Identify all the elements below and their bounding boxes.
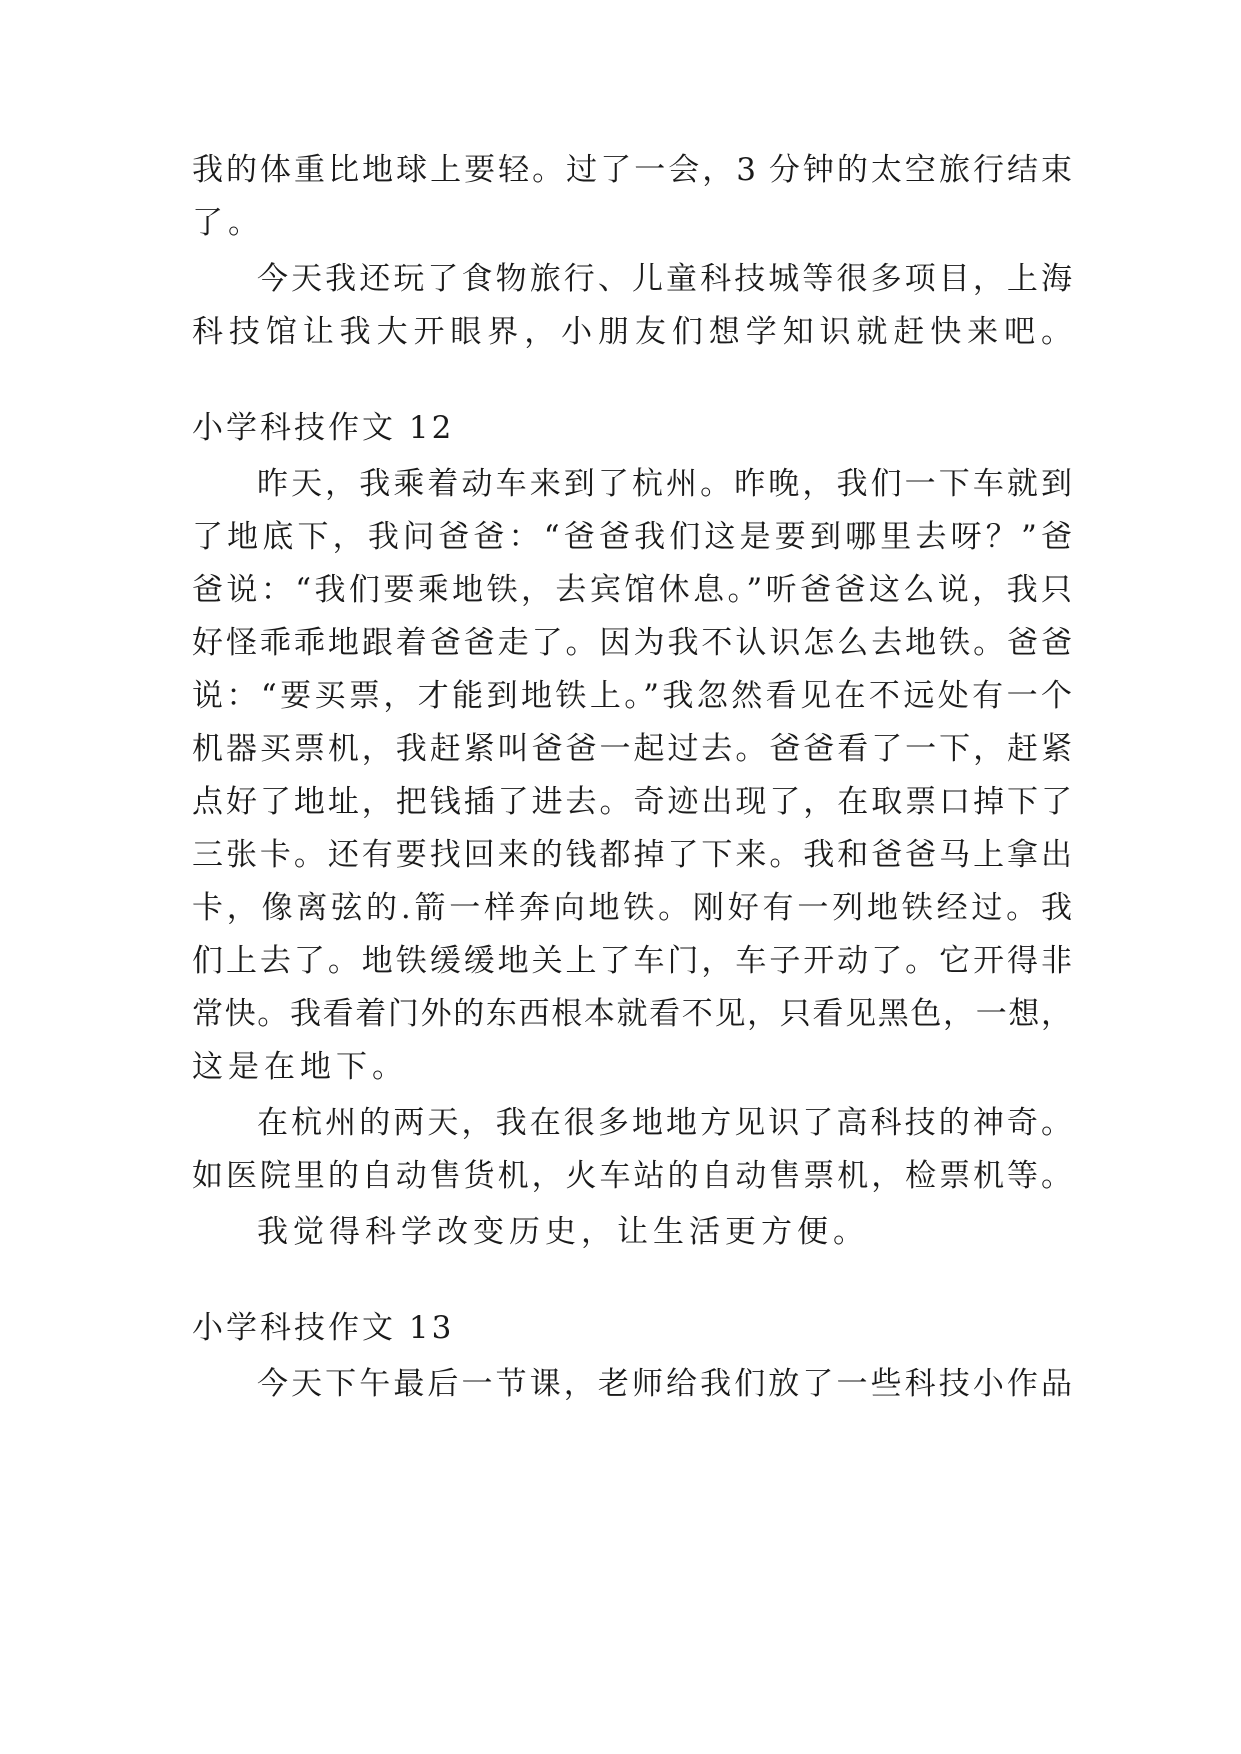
paragraph-line: 说：“要买票，才能到地铁上。”我忽然看见在不远处有一个 [192,678,1072,714]
paragraph-line: 了。 [192,205,264,241]
paragraph-line: 爸说：“我们要乘地铁，去宾馆休息。”听爸爸这么说，我只 [192,572,1072,608]
paragraph-line: 了地底下，我问爸爸：“爸爸我们这是要到哪里去呀？”爸 [192,519,1072,555]
paragraph-line: 科技馆让我大开眼界，小朋友们想学知识就赶快来吧。 [192,314,1072,350]
paragraph-line: 三张卡。还有要找回来的钱都掉了下来。我和爸爸马上拿出 [192,837,1072,873]
paragraph-line: 这是在地下。 [192,1049,408,1085]
paragraph-line: 常快。我看着门外的东西根本就看不见，只看见黑色，一想， [192,996,1072,1032]
paragraph-line: 在杭州的两天，我在很多地地方见识了高科技的神奇。 [257,1105,1072,1141]
paragraph-line: 我的体重比地球上要轻。过了一会，3 分钟的太空旅行结束 [192,152,1072,188]
paragraph-line: 机器买票机，我赶紧叫爸爸一起过去。爸爸看了一下，赶紧 [192,731,1072,767]
paragraph-line: 好怪乖乖地跟着爸爸走了。因为我不认识怎么去地铁。爸爸 [192,625,1072,661]
paragraph-line: 我觉得科学改变历史，让生活更方便。 [257,1214,869,1250]
section-heading: 小学科技作文 12 [192,410,455,446]
paragraph-line: 今天我还玩了食物旅行、儿童科技城等很多项目，上海 [257,261,1072,297]
paragraph-line: 们上去了。地铁缓缓地关上了车门，车子开动了。它开得非 [192,943,1072,979]
paragraph-line: 如医院里的自动售货机，火车站的自动售票机，检票机等。 [192,1158,1072,1194]
paragraph-line: 今天下午最后一节课，老师给我们放了一些科技小作品 [257,1366,1072,1402]
paragraph-line: 昨天，我乘着动车来到了杭州。昨晚，我们一下车就到 [257,466,1072,502]
section-heading: 小学科技作文 13 [192,1310,455,1346]
paragraph-line: 卡，像离弦的.箭一样奔向地铁。刚好有一列地铁经过。我 [192,890,1072,926]
paragraph-line: 点好了地址，把钱插了进去。奇迹出现了，在取票口掉下了 [192,784,1072,820]
